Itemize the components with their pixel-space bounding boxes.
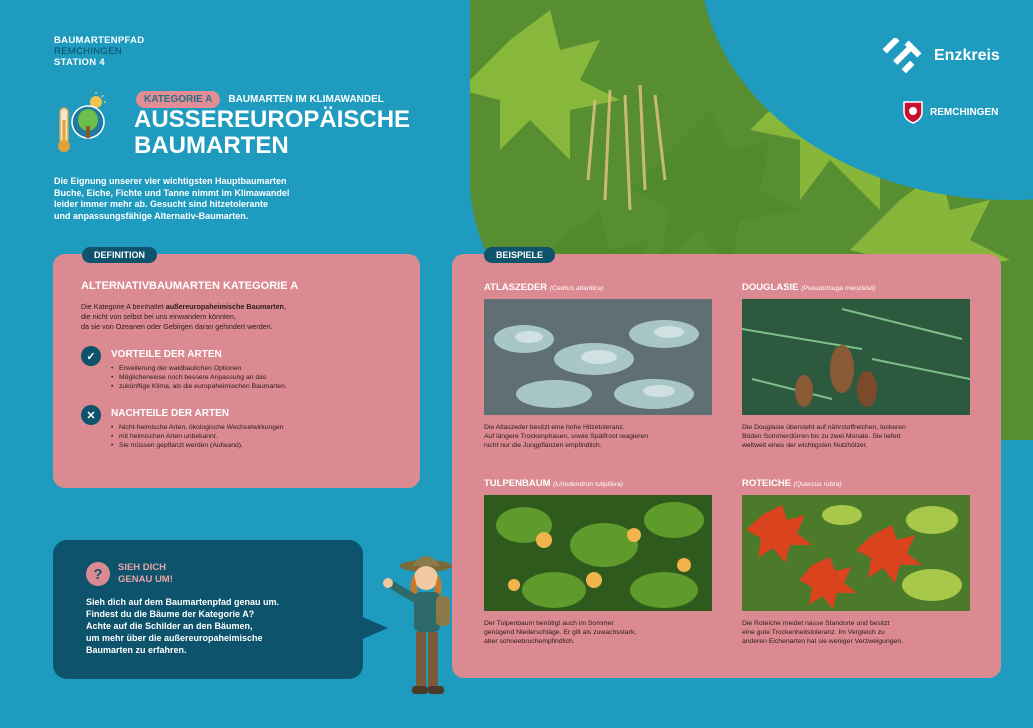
card-latin: (Liriodendron tulipifera) <box>553 481 624 488</box>
callout-line: Findest du die Bäume der Kategorie A? <box>86 609 255 619</box>
douglasie-photo <box>742 299 970 415</box>
card-latin: (Pseudotsuga menziesii) <box>801 285 876 292</box>
question-icon: ? <box>86 562 110 586</box>
card-text-line: aber schneebruchempfindlich. <box>484 638 575 646</box>
card-text <box>742 423 972 451</box>
intro-text <box>54 176 354 222</box>
callout-text <box>86 596 346 656</box>
card-name: TULPENBAUM <box>484 478 551 489</box>
tulpenbaum-photo <box>484 495 712 611</box>
card-text-line: Böden Sommerdürren bis zu zwei Monate. Sie liefert <box>742 433 901 441</box>
card-atlaszeder <box>484 282 714 451</box>
card-text-line: anderen Eichenarten hat sie weniger Verzweigungen. <box>742 638 903 646</box>
tree-climate-icon <box>52 92 118 158</box>
atlaszeder-photo <box>484 299 712 415</box>
pros-item: • Möglicherweise noch bessere Anpassung an das <box>111 373 287 382</box>
examples-label: BEISPIELE <box>484 247 555 263</box>
definition-panel <box>53 254 420 488</box>
card-text-line: Auf längere Trockenphasen, sowie Spätfrost reagieren <box>484 433 648 441</box>
card-text-line: Die Atlaszeder besitzt eine hohe Hitzetoleranz. <box>484 424 625 431</box>
definition-text-bold: außereuropaheimische Baumarten <box>165 302 284 311</box>
definition-title: ALTERNATIVBAUMARTEN KATEGORIE A <box>81 280 299 292</box>
card-text <box>484 619 714 647</box>
definition-label: DEFINITION <box>82 247 157 263</box>
card-name: DOUGLASIE <box>742 282 799 293</box>
callout-line: Baumarten zu erfahren. <box>86 645 187 655</box>
card-name: ATLASZEDER <box>484 282 548 293</box>
callout-heading-line: SIEH DICH <box>118 562 167 573</box>
definition-text-c: , <box>283 302 286 311</box>
title-line-1: AUSSEREUROPÄISCHE <box>134 106 411 133</box>
intro-line: und anpassungsfähige Alternativ-Baumarten. <box>54 210 249 221</box>
examples-panel <box>452 254 1001 678</box>
pros-item: • Erweiterung der waldbaulichen Optionen <box>111 364 287 373</box>
intro-line: leider immer mehr ab. Gesucht sind hitzetolerante <box>54 199 269 209</box>
card-text-line: genügend Niederschläge. Er gilt als zuwachsstark, <box>484 629 637 637</box>
card-name: ROTEICHE <box>742 478 792 489</box>
card-latin: (Quercus rubra) <box>793 481 842 488</box>
pros-list <box>111 364 287 391</box>
card-text-line: nicht nur die Jungpflanzen empfindlich. <box>484 442 602 450</box>
card-tulpenbaum <box>484 478 714 647</box>
cons-section <box>81 405 392 450</box>
callout-heading-line: GENAU UM! <box>118 574 173 585</box>
card-heading <box>742 282 972 293</box>
ranger-character-illustration <box>378 548 468 708</box>
cons-list <box>111 423 284 450</box>
card-text-line: Die Douglasie übersteht auf nährstoffreichen, lockeren <box>742 424 906 431</box>
callout-heading <box>118 562 208 586</box>
definition-text-e: da sie von Ozeanen oder Gebirgen daran gehindert werden. <box>81 322 273 331</box>
card-text-line: weltweit eines der wichtigsten Nutzhölzer. <box>742 442 868 450</box>
enzkreis-logo <box>880 38 1000 74</box>
header-line-2: REMCHINGEN <box>54 46 122 57</box>
card-text-line: Der Tulpenbaum benötigt auch im Sommer <box>484 620 614 627</box>
callout-line: Sieh dich auf dem Baumartenpfad genau um. <box>86 597 280 607</box>
definition-text <box>81 302 392 332</box>
remchingen-crest-icon <box>902 100 924 124</box>
pros-section <box>81 346 392 391</box>
cons-item: • Nicht-heimische Arten, ökologische Wechselwirkungen <box>111 423 284 432</box>
intro-line: Buche, Eiche, Fichte und Tanne nimmt im Klimawandel <box>54 187 290 198</box>
cons-item-cont: • mit heimischen Arten unbekannt. <box>111 432 284 441</box>
pros-item-text: zukünftige Klima, als die europaheimischen Baumarten. <box>119 383 287 390</box>
callout-line: um mehr über die außereuropaheimische <box>86 633 263 643</box>
enzkreis-logo-icon <box>880 38 926 74</box>
card-heading <box>742 478 972 489</box>
card-text <box>484 423 714 451</box>
definition-text-d: die nicht von selbst bei uns einwandern könnten, <box>81 312 237 321</box>
pros-title: VORTEILE DER ARTEN <box>111 349 222 360</box>
card-text-line: Die Roteiche meidet nasse Standorte und besitzt <box>742 620 890 627</box>
remchingen-logo <box>902 100 998 124</box>
checkmark-icon: ✓ <box>81 346 101 366</box>
card-heading <box>484 282 714 293</box>
card-heading <box>484 478 714 489</box>
card-roteiche <box>742 478 972 647</box>
card-latin: (Cedrus atlantica) <box>549 285 604 292</box>
title-line-2: BAUMARTEN <box>134 132 289 159</box>
station-header <box>54 35 144 68</box>
roteiche-photo <box>742 495 970 611</box>
category-subtitle: BAUMARTEN IM KLIMAWANDEL <box>228 94 384 105</box>
intro-line: Die Eignung unserer vier wichtigsten Hauptbaumarten <box>54 176 287 186</box>
card-douglasie <box>742 282 972 451</box>
page-title <box>134 107 454 159</box>
cross-icon: ✕ <box>81 405 101 425</box>
cons-item: • Sie müssen gepflanzt werden (Aufwand). <box>111 441 284 450</box>
header-line-3: STATION 4 <box>54 57 105 68</box>
card-text <box>742 619 972 647</box>
header-line-1: BAUMARTENPFAD <box>54 35 145 46</box>
pros-item-cont <box>111 382 287 391</box>
cons-title: NACHTEILE DER ARTEN <box>111 408 229 419</box>
card-text-line: eine gute Trockenheitstoleranz. Im Vergleich zu <box>742 629 885 637</box>
callout-line: Achte auf die Schilder an den Bäumen, <box>86 621 253 631</box>
definition-text-a: Die Kategorie A beinhaltet <box>81 302 166 311</box>
remchingen-name: REMCHINGEN <box>930 106 999 118</box>
category-badge: KATEGORIE A <box>136 91 220 108</box>
enzkreis-name: Enzkreis <box>934 47 1000 64</box>
